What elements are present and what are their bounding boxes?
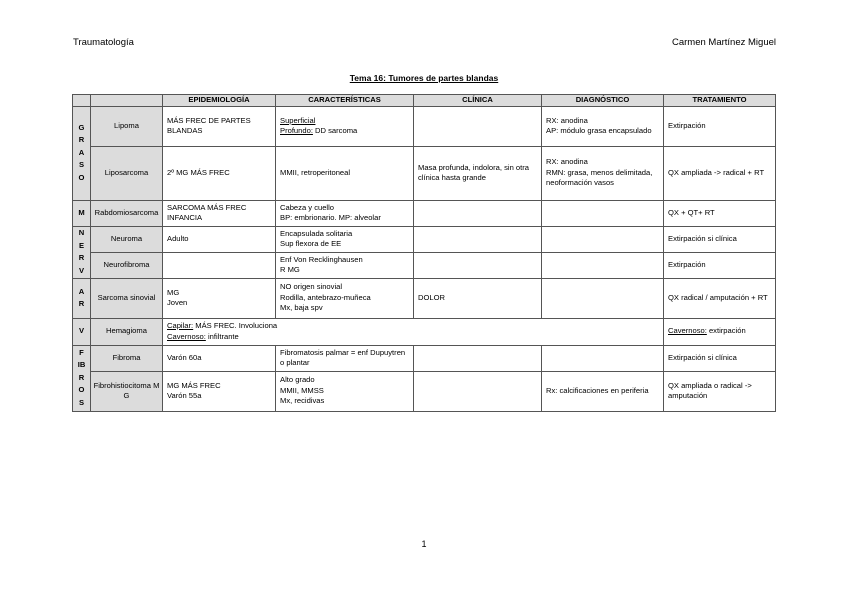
col-header-epidemiologia: EPIDEMIOLOGÍA	[163, 95, 276, 107]
clinica-cell	[414, 252, 542, 278]
tratamiento-cell: Extirpación	[664, 106, 776, 146]
col-header-tratamiento: TRATAMIENTO	[664, 95, 776, 107]
diagnostico-cell: Rx: calcificaciones en periferia	[542, 371, 664, 411]
tumor-name: Lipoma	[91, 106, 163, 146]
page-number: 1	[421, 539, 427, 549]
tratamiento-cell: Extirpación si clínica	[664, 226, 776, 252]
table-row	[73, 200, 776, 226]
tumor-name: Fibroma	[91, 345, 163, 371]
diagnostico-cell	[542, 252, 664, 278]
tratamiento-cell: Cavernoso: extirpación	[664, 318, 776, 345]
corner-cell	[73, 95, 91, 107]
epidemiologia-cell: 2º MG MÁS FREC	[163, 146, 276, 200]
corner-cell	[91, 95, 163, 107]
col-header-caracteristicas: CARACTERÍSTICAS	[276, 95, 414, 107]
col-header-clinica: CLÍNICA	[414, 95, 542, 107]
table-row	[73, 252, 776, 278]
caracteristicas-cell: Encapsulada solitaria Sup flexora de EE	[276, 226, 414, 252]
epidemiologia-cell	[163, 252, 276, 278]
epidemiologia-cell: Adulto	[163, 226, 276, 252]
caracteristicas-cell: Alto grado MMII, MMSS Mx, recidivas	[276, 371, 414, 411]
tratamiento-cell: QX ampliada -> radical + RT	[664, 146, 776, 200]
table-row	[73, 106, 776, 146]
group-label-graso: G R A S O	[73, 106, 91, 200]
epidemiologia-cell: MG Joven	[163, 278, 276, 318]
caracteristicas-cell: NO origen sinovial Rodilla, antebrazo-muñeca Mx, baja spv	[276, 278, 414, 318]
running-header-left: Traumatología	[73, 37, 134, 48]
running-header-right: Carmen Martínez Miguel	[671, 37, 776, 48]
tumor-name: Hemagioma	[91, 318, 163, 345]
diagnostico-cell	[542, 345, 664, 371]
diagnostico-cell	[542, 278, 664, 318]
hemangioma-description-cell: Capilar: MÁS FREC. Involuciona Cavernoso: infiltrante	[163, 318, 664, 345]
table-row	[73, 345, 776, 371]
tratamiento-cell: Extirpación	[664, 252, 776, 278]
tratamiento-cell: QX + QT+ RT	[664, 200, 776, 226]
tumors-table	[72, 94, 776, 412]
tratamiento-cell: Extirpación si clínica	[664, 345, 776, 371]
clinica-cell	[414, 345, 542, 371]
group-label-fibros: F IB R O S	[73, 345, 91, 411]
page-title: Tema 16: Tumores de partes blandas	[349, 73, 499, 83]
tumor-name: Liposarcoma	[91, 146, 163, 200]
group-label-ar: A R	[73, 278, 91, 318]
tumor-name: Rabdomiosarcoma	[91, 200, 163, 226]
clinica-cell: DOLOR	[414, 278, 542, 318]
caracteristicas-cell: Superficial Profundo: DD sarcoma	[276, 106, 414, 146]
group-label-nerv: N E R V	[73, 226, 91, 278]
caracteristicas-cell: Fibromatosis palmar = enf Dupuytren o plantar	[276, 345, 414, 371]
table-row	[73, 371, 776, 411]
clinica-cell	[414, 200, 542, 226]
group-label-v: V	[73, 318, 91, 345]
tumor-name: Fibrohistiocitoma MG	[91, 371, 163, 411]
group-label-m: M	[73, 200, 91, 226]
table-row	[73, 146, 776, 200]
epidemiologia-cell: MG MÁS FREC Varón 55a	[163, 371, 276, 411]
clinica-cell	[414, 106, 542, 146]
diagnostico-cell: RX: anodina AP: módulo grasa encapsulado	[542, 106, 664, 146]
clinica-cell	[414, 226, 542, 252]
table-row	[73, 278, 776, 318]
diagnostico-cell	[542, 200, 664, 226]
clinica-cell	[414, 371, 542, 411]
diagnostico-cell	[542, 226, 664, 252]
table-header-row	[73, 95, 776, 107]
epidemiologia-cell: Varón 60a	[163, 345, 276, 371]
caracteristicas-cell: Enf Von Recklinghausen R MG	[276, 252, 414, 278]
col-header-diagnostico: DIAGNÓSTICO	[542, 95, 664, 107]
diagnostico-cell: RX: anodina RMN: grasa, menos delimitada, neoformación vasos	[542, 146, 664, 200]
tratamiento-cell: QX radical / amputación + RT	[664, 278, 776, 318]
tumor-name: Neurofibroma	[91, 252, 163, 278]
tratamiento-cell: QX ampliada o radical -> amputación	[664, 371, 776, 411]
table-row	[73, 318, 776, 345]
tumor-name: Neuroma	[91, 226, 163, 252]
epidemiologia-cell: SARCOMA MÁS FREC INFANCIA	[163, 200, 276, 226]
caracteristicas-cell: MMII, retroperitoneal	[276, 146, 414, 200]
clinica-cell: Masa profunda, indolora, sin otra clínica hasta grande	[414, 146, 542, 200]
caracteristicas-cell: Cabeza y cuello BP: embrionario. MP: alveolar	[276, 200, 414, 226]
epidemiologia-cell: MÁS FREC DE PARTES BLANDAS	[163, 106, 276, 146]
tumor-name: Sarcoma sinovial	[91, 278, 163, 318]
table-row	[73, 226, 776, 252]
